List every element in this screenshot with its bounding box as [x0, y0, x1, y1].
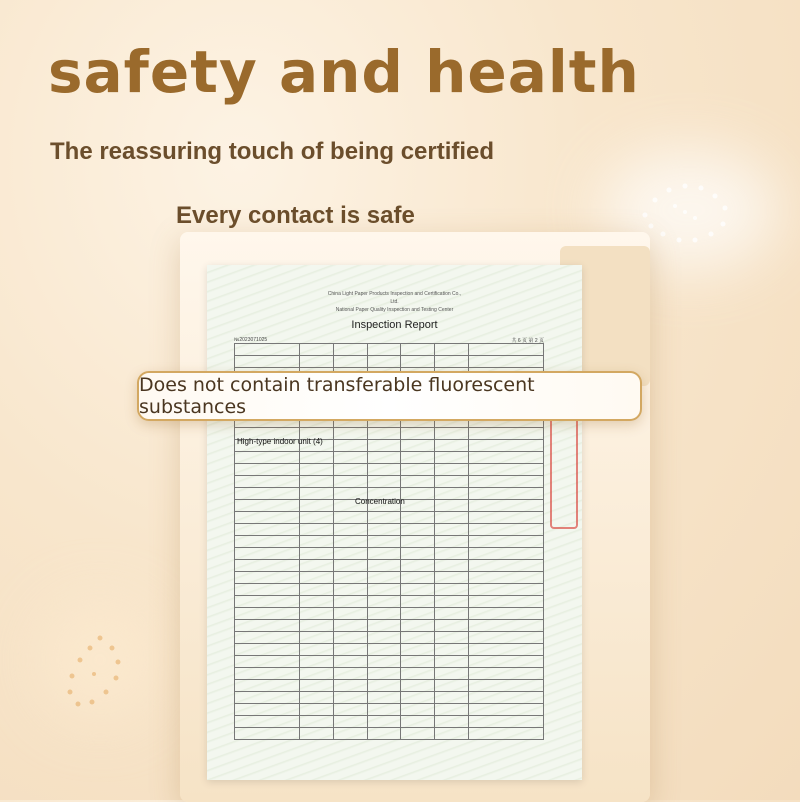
- pearl-decoration-icon: [635, 170, 755, 260]
- red-seal-stamp: [550, 415, 578, 529]
- subheadline-safe: Every contact is safe: [176, 202, 415, 229]
- doc-report-number: №2023071025: [234, 337, 268, 343]
- banner-text: Does not contain transferable fluorescent substances: [139, 374, 535, 418]
- doc-label-concentration: Concentration: [355, 497, 405, 506]
- highlight-banner: [137, 371, 642, 421]
- doc-org-line: Ltd.: [390, 299, 399, 305]
- doc-label-indoor-unit: High-type indoor unit (4): [237, 437, 323, 446]
- subheadline-certified: The reassuring touch of being certified: [50, 138, 495, 165]
- doc-org-line: National Paper Quality Inspection and Testing Center: [335, 307, 454, 313]
- pearl-decoration-icon: [60, 630, 140, 720]
- doc-page-info: 共 6 页 第 2 页: [511, 338, 544, 344]
- doc-title: Inspection Report: [351, 319, 438, 331]
- inspection-report-document: [207, 265, 582, 780]
- headline: safety and health: [48, 38, 640, 106]
- doc-org-line: China Light Paper Products Inspection and Certification Co.,: [327, 291, 462, 297]
